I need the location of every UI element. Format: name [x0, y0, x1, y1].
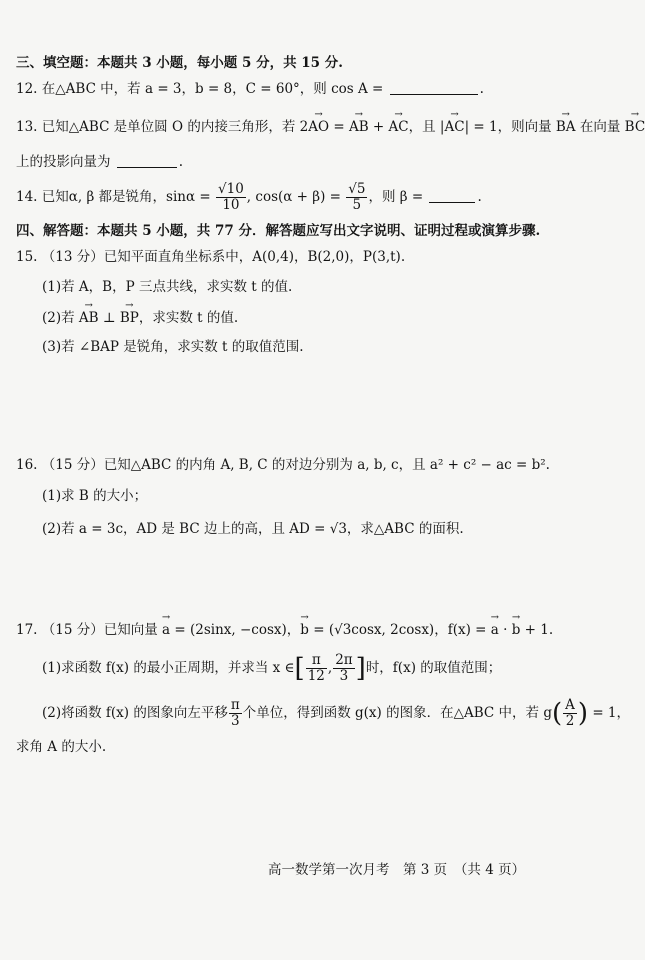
vector-AC-abs: AC → [444, 117, 464, 137]
q13-period: . [178, 154, 184, 170]
q16-part2: (2)若 a = 3c，AD 是 BC 边上的高，且 AD = √3，求△ABC 的面积. [42, 521, 464, 537]
fraction-pi-over-12: $\frac{\pi}{12}$ [307, 652, 325, 684]
q17-part1: (1)求函数 f(x) 的最小正周期，并求当 x ∈[ $\frac{\pi}{12}$ , $\frac{2\pi}{3}$ ]时，f(x) 的取值范围； [42, 652, 502, 684]
section-heading-fill-in: 三、填空题：本题共 3 小题，每小题 5 分，共 15 分. [16, 55, 343, 71]
bracket-right: ] [355, 653, 366, 684]
q14-period: . [477, 189, 482, 205]
section-heading-solutions: 四、解答题：本题共 5 小题，共 77 分．解答题应写出文字说明、证明过程或演算步骤. [16, 223, 541, 239]
vector-AB: AB → [349, 117, 369, 137]
vector-BP: BP → [120, 308, 139, 328]
q12-period: . [479, 81, 484, 97]
question-13 [16, 117, 645, 137]
vector-BA: BA → [556, 117, 576, 137]
q13-text-line2: 上的投影向量为 [16, 154, 111, 170]
fraction-sqrt5-over-5: $\frac{√5}{5}$ [348, 181, 366, 213]
question-16: 16. （15 分）已知△ABC 的内角 A, B, C 的对边分别为 a, b, c，且 a² + c² − ac = b². [16, 457, 550, 473]
vector-a-dot: a → [491, 620, 499, 640]
vector-a: a → [162, 620, 170, 640]
vector-AO: AO → [308, 117, 329, 137]
question-12 [16, 79, 484, 99]
q15-part3: (3)若 ∠BAP 是锐角，求实数 t 的取值范围. [42, 339, 304, 355]
answer-blank-13[interactable] [117, 153, 177, 168]
answer-blank-14[interactable] [429, 188, 475, 203]
paren-left: ( [551, 698, 563, 729]
vector-b-dot: b → [512, 620, 521, 640]
fraction-2pi-over-3: $\frac{2\pi}{3}$ [335, 652, 353, 684]
q14-text-c: ，则 β = [368, 189, 424, 205]
fraction-sqrt10-over-10: $\frac{√10}{10}$ [218, 181, 244, 213]
question-17: 17. （15 分）已知向量 a → = (2sinx, −cosx)，b → = (√3cosx, 2cosx)，f(x) = a → · b → + 1. [16, 620, 553, 640]
page-footer: 高一数学第一次月考 第 3 页 （共 4 页） [268, 862, 526, 878]
q12-text: 12. 在△ABC 中，若 a = 3，b = 8，C = 60°，则 cos A = [16, 81, 384, 97]
answer-blank-12[interactable] [390, 80, 478, 95]
q14-text-b: , cos(α + β) = [246, 189, 341, 205]
question-13-line2 [16, 152, 183, 172]
q17-part2-line2: 求角 A 的大小. [16, 739, 107, 755]
question-15: 15. （13 分）已知平面直角坐标系中，A(0,4)，B(2,0)，P(3,t). [16, 249, 406, 265]
q15-part1: (1)若 A，B，P 三点共线，求实数 t 的值. [42, 279, 293, 295]
vector-AB-q15: AB → [79, 308, 99, 328]
q13-text-e: | = 1，则向量 [464, 119, 556, 135]
q15-part2: (2)若 AB → ⊥ BP →，求实数 t 的值. [42, 308, 238, 328]
vector-AC: AC → [389, 117, 409, 137]
q13-text-d: ，且 | [408, 119, 445, 135]
vector-b: b → [300, 620, 309, 640]
q13-text-a: 13. 已知△ABC 是单位圆 O 的内接三角形，若 2 [16, 119, 309, 135]
vector-BC: BC → [625, 117, 645, 137]
q13-text-b: = [329, 119, 349, 135]
q13-text-c: + [368, 119, 389, 135]
fraction-A-over-2: $\frac{A}{2}$ [565, 697, 575, 729]
q16-part1: (1)求 B 的大小； [42, 488, 148, 504]
q14-text-a: 14. 已知α, β 都是锐角，sinα = [16, 189, 211, 205]
fraction-pi-over-3: $\frac{\pi}{3}$ [230, 697, 240, 729]
question-14 [16, 182, 482, 213]
paren-right: ) [577, 698, 589, 729]
bracket-left: [ [294, 653, 305, 684]
q13-text-f: 在向量 [575, 119, 625, 135]
q17-part2: (2)将函数 f(x) 的图象向左平移 $\frac{\pi}{3}$ 个单位，得到函数 g(x) 的图象．在△ABC 中，若 g( $\frac{A}{2}$ ) = 1， [42, 697, 631, 729]
